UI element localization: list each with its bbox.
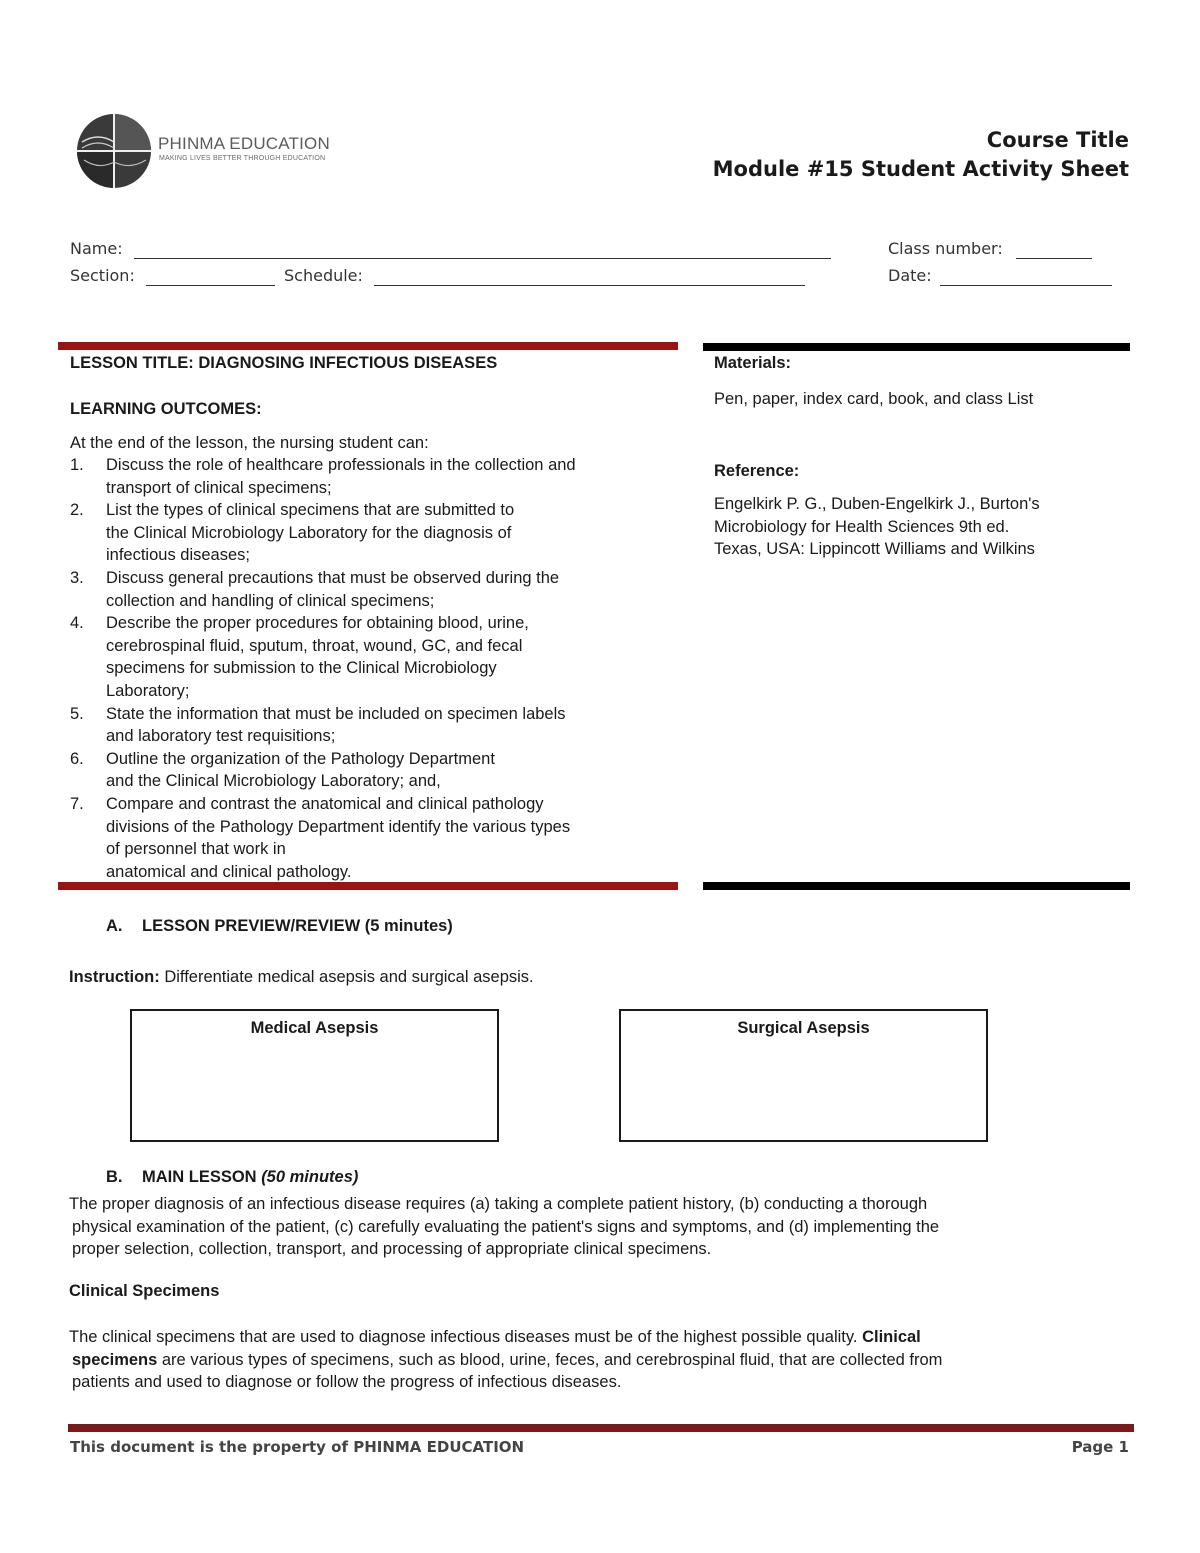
date-label: Date: (888, 266, 932, 285)
surgical-asepsis-title: Surgical Asepsis (737, 1019, 870, 1037)
logo-tagline: MAKING LIVES BETTER THROUGH EDUCATION (159, 155, 326, 162)
clinical-specimens-paragraph: The clinical specimens that are used to diagnose infectious diseases must be of the highest possible quality. Clinical specimens are various types of specimens, such as blood, urine, feces, and cerebrospinal fluid, that are collected from patients and used to diagnose or follow the progress of infectious diseases. (69, 1328, 943, 1392)
logo-emblem-icon (74, 112, 154, 190)
materials-text: Pen, paper, index card, book, and class List (714, 390, 1034, 408)
materials-top-bar (703, 343, 1130, 351)
section-field[interactable] (146, 285, 275, 286)
instruction: Instruction: Differentiate medical asepsis and surgical asepsis. (69, 968, 534, 986)
section-a-heading: LESSON PREVIEW/REVIEW (5 minutes) (142, 917, 453, 935)
page-number: Page 1 (1071, 1438, 1129, 1456)
main-lesson-paragraph: The proper diagnosis of an infectious disease requires (a) taking a complete patient history, (b) conducting a thorough physical examination of the patient, (c) carefully evaluating the patient's signs and symptoms, and (d) implementing the proper selection, collection, transport, and processing of appropriate clinical specimens. (69, 1195, 940, 1259)
surgical-asepsis-box[interactable] (619, 1009, 988, 1142)
schedule-field[interactable] (374, 285, 805, 286)
medical-asepsis-box[interactable] (130, 1009, 499, 1142)
footer-bar (68, 1424, 1134, 1432)
course-title: Course Title (986, 128, 1129, 152)
medical-asepsis-title: Medical Asepsis (250, 1019, 379, 1037)
learning-outcomes-list (70, 454, 670, 883)
name-field[interactable] (134, 258, 831, 259)
class-number-field[interactable] (1016, 258, 1092, 259)
section-label: Section: (70, 266, 135, 285)
name-label: Name: (70, 239, 123, 258)
list-item: 4. Describe the proper procedures for obtaining blood, urine, cerebrospinal fluid, sputum, throat, wound, GC, and fecal specimens for submission to the Clinical Microbiology Laboratory; (70, 614, 529, 700)
list-item: 5. State the information that must be included on specimen labels and laboratory test requisitions; (70, 704, 566, 746)
list-item: 1. Discuss the role of healthcare professionals in the collection and transport of clinical specimens; (70, 456, 576, 497)
module-title: Module #15 Student Activity Sheet (712, 157, 1129, 181)
learning-outcomes-heading: LEARNING OUTCOMES: (70, 400, 262, 418)
lesson-top-bar (58, 342, 678, 350)
materials-bottom-bar (703, 882, 1130, 890)
section-a-letter: A. (106, 917, 123, 935)
outcomes-intro: At the end of the lesson, the nursing student can: (70, 434, 429, 452)
list-item: 7. Compare and contrast the anatomical and clinical pathology divisions of the Pathology Department identify the various types of personnel that work in anatomical and clinical pathology. (70, 794, 571, 881)
class-number-label: Class number: (888, 239, 1003, 258)
reference-heading: Reference: (714, 462, 800, 480)
list-item: 3. Discuss general precautions that must be observed during the collection and handling of clinical specimens; (70, 568, 560, 610)
section-b-heading: MAIN LESSON (50 minutes) (142, 1168, 359, 1186)
section-b-letter: B. (106, 1168, 123, 1186)
lesson-title: LESSON TITLE: DIAGNOSING INFECTIOUS DISEASES (70, 354, 498, 372)
reference-text: Engelkirk P. G., Duben-Engelkirk J., Burton's Microbiology for Health Sciences 9th ed. Texas, USA: Lippincott Williams and Wilkins (714, 495, 1040, 559)
logo-name: PHINMA EDUCATION (158, 134, 330, 153)
list-item: 6. Outline the organization of the Pathology Department and the Clinical Microbiology Laboratory; and, (70, 749, 495, 791)
list-item: 2. List the types of clinical specimens that are submitted to the Clinical Microbiology Laboratory for the diagnosis of infectious diseases; (70, 501, 515, 565)
clinical-specimens-heading: Clinical Specimens (69, 1282, 220, 1300)
schedule-label: Schedule: (284, 266, 363, 285)
date-field[interactable] (940, 285, 1112, 286)
materials-heading: Materials: (714, 354, 792, 372)
footer-property-text: This document is the property of PHINMA EDUCATION (70, 1438, 525, 1456)
